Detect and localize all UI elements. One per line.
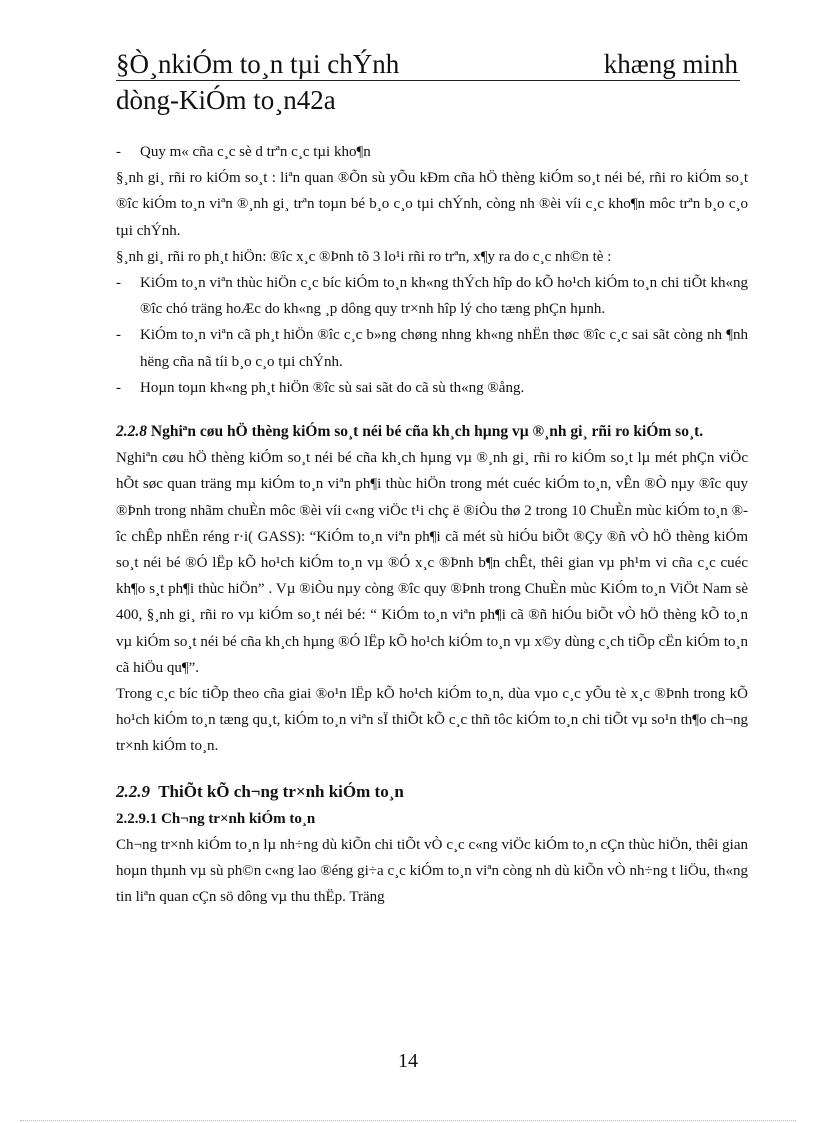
header-class: dòng-KiÓm to¸n42a bbox=[116, 85, 336, 115]
dash-bullet: - bbox=[116, 144, 121, 160]
paragraph: §¸nh gi¸ rñi ro ph¸t hiÖn: ®îc x¸c ®Þnh tõ 3 lo¹i rñi ro trªn, x¶y ra do c¸c nh©n tè : bbox=[116, 248, 612, 265]
paragraph: Nghiªn cøu hÖ thèng kiÓm so¸t néi bé cña kh¸ch hµng vµ ®¸nh gi¸ rñi ro kiÓm so¸t lµ mét phÇn viÖc hÕt søc quan träng mµ kiÓm to¸n viªn ph¶i thùc hiÖn trong mét cuéc kiÓm to¸n, vÊn ®Ò nµy ®îc quy ®Þnh trong nhãm chuÈn môc ®èi víi c«ng viÖc t¹i chç ë ®iÒu thø 2 trong 10 ChuÈn mùc kiÓm to¸n ®îc chÊp nhËn réng r·i( GASS): “KiÓm to¸n viªn ph¶i cã mét sù hiÓu biÕt ®Çy ®ñ vÒ hÖ thèng kiÓm so¸t néi bé ®Ó lËp kÕ ho¹ch kiÓm to¸n vµ ®Ó x¸c ®Þnh b¶n chÊt, thêi gian vµ ph¹m vi cña c¸c cuéc kh¶o s¸t ph¶i thùc hiÖn” . Vµ ®iÒu nµy còng ®îc quy ®Þnh trong ChuÈn mùc KiÓm to¸n ViÖt Nam sè 400, §¸nh gi¸ rñi ro vµ kiÓm so¸t néi bé: “ KiÓm to¸n viªn ph¶i cã ®ñ hiÓu biÕt vÒ hÖ thèng kÕ to¸n vµ kiÓm so¸t néi bé cña kh¸ch hµng ®Ó lËp kÕ ho¹ch kiÓm to¸n vµ x©y dùng c¸ch tiÕp cËn kiÓm to¸n cã hiÖu qu¶”. bbox=[116, 450, 748, 676]
page-header bbox=[116, 48, 740, 117]
subsection-heading-2-2-9-1: 2.2.9.1 Ch¬ng tr×nh kiÓm to¸n bbox=[116, 810, 316, 827]
list-item: - KiÓm to¸n viªn thùc hiÖn c¸c bíc kiÓm to¸n kh«ng thÝch hîp do kÕ ho¹ch kiÓm to¸n chi tiÕt kh«ng ®îc chó träng hoÆc do kh«ng ¸p dông quy tr×nh hîp lý cho tæng phÇn hµnh. bbox=[116, 270, 748, 322]
header-title: §Ò¸nkiÓm to¸n tµi chÝnh bbox=[116, 49, 400, 79]
document-body bbox=[116, 139, 748, 910]
list-item: - KiÓm to¸n viªn cã ph¸t hiÖn ®îc c¸c b»ng chøng nhng kh«ng nhËn thøc ®îc c¸c sai sãt còng nh ¶nh hëng cña nã tíi b¸o c¸o tµi chÝnh. bbox=[116, 322, 748, 374]
list-item: - Hoµn toµn kh«ng ph¸t hiÖn ®îc sù sai sãt do cã sù th«ng ®ång. bbox=[116, 375, 748, 401]
page-number: 14 bbox=[398, 1050, 418, 1072]
paragraph: §¸nh gi¸ rñi ro kiÓm so¸t : liªn quan ®Õn sù yÕu kÐm cña hÖ thèng kiÓm so¸t néi bé, rñi ro kiÓm so¸t ®îc kiÓm to¸n viªn ®¸nh gi¸ trªn toµn bé b¸o c¸o tµi chÝnh, còng nh ®èi víi c¸c kho¶n môc trªn b¸o c¸o tµi chÝnh. bbox=[116, 170, 748, 239]
dash-bullet: - bbox=[116, 379, 121, 396]
footer-divider bbox=[20, 1120, 796, 1121]
paragraph: Ch¬ng tr×nh kiÓm to¸n lµ nh÷ng dù kiÕn chi tiÕt vÒ c¸c c«ng viÖc kiÓm to¸n cÇn thùc hiÖn, thêi gian hoµn thµnh vµ sù ph©n c«ng lao ®éng gi÷a c¸c kiÓm to¸n viªn còng nh dù kiÕn vÒ nh÷ng t liÖu, th«ng tin liªn quan cÇn sö dông vµ thu thËp. Träng bbox=[116, 836, 748, 906]
dash-bullet: - bbox=[116, 275, 121, 292]
dash-bullet: - bbox=[116, 327, 121, 344]
list-item: - Quy m« cña c¸c sè d trªn c¸c tµi kho¶n bbox=[116, 139, 748, 165]
section-heading-2-2-8: 2.2.8 Nghiªn cøu hÖ thèng kiÓm so¸t néi bé cña kh¸ch hµng vµ ®¸nh gi¸ rñi ro kiÓm so¸t. bbox=[116, 423, 704, 441]
header-line-1 bbox=[116, 48, 740, 81]
section-heading-2-2-9: 2.2.9 ThiÕt kÕ ch¬ng tr×nh kiÓm to¸n bbox=[116, 781, 404, 801]
header-author: khæng minh bbox=[603, 49, 738, 79]
paragraph: Trong c¸c bíc tiÕp theo cña giai ®o¹n lËp kÕ ho¹ch kiÓm to¸n, dùa vµo c¸c yÕu tè x¸c ®Þnh trong kÕ ho¹ch kiÓm to¸n tæng qu¸t, kiÓm to¸n viªn sÏ thiÕt kÕ c¸c thñ tôc kiÓm to¸n chi tiÕt vµ so¹n th¶o ch¬ng tr×nh kiÓm to¸n. bbox=[116, 686, 748, 755]
